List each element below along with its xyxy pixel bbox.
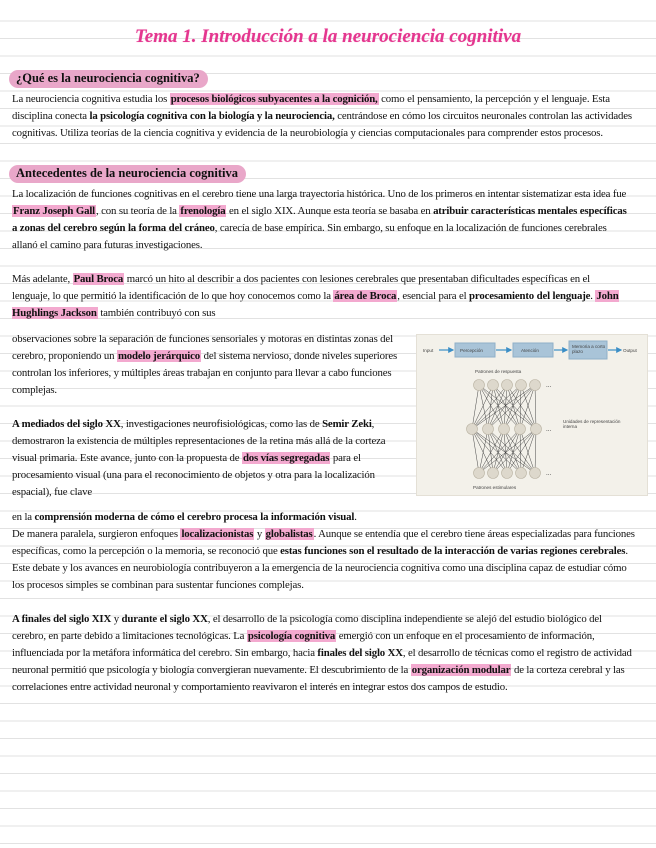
network-connection bbox=[472, 429, 535, 473]
network-connection bbox=[472, 385, 507, 429]
paragraph-visual-processing: en la comprensión moderna de cómo el cerebro procesa la información visual. bbox=[12, 511, 357, 523]
network-node bbox=[515, 424, 526, 435]
network-connection bbox=[488, 429, 493, 473]
paragraph-zeki: A mediados del siglo XX, investigaciones neurofisiológicas, como las de Semir Zeki, demostraron la existencia de múltiples representaciones de la retina más allá de la corteza visual primaria. Este avance, junto con la propuesta de dos vías segregadas para el procesamiento visual (una para el reconocimiento de objetos y otra para la localización espacial), fue clave bbox=[12, 418, 386, 498]
paragraph-gall: La localización de funciones cognitivas en el cerebro tiene una larga trayectoria histórica. Uno de los primeros en intentar sistematizar esta idea fue Franz Joseph Gall, con su teoría de la frenología en el siglo XIX. Aunque esta teoría se basaba en atribuir características mentales específicas a zonas del cerebro según la forma del cráneo, carecía de base empírica. Sin embargo, su enfoque en la localización de funciones cerebrales allanó el camino para futuras investigaciones. bbox=[12, 188, 627, 251]
paragraph-definition: La neurociencia cognitiva estudia los procesos biológicos subyacentes a la cognición, como el pensamiento, la percepción y el lenguaje. Esta disciplina conecta la psicología cognitiva con la biología y la neurociencia, centrándose en cómo los circuitos neuronales controlan las actividades cognitivas. Utiliza teorías de la ciencia cognitiva y evidencia de la neurobiología y ciencias computacionales para comprender estos procesos. bbox=[12, 93, 632, 139]
network-connection bbox=[472, 385, 535, 429]
network-node bbox=[483, 424, 494, 435]
atencion-label: Atención bbox=[521, 348, 539, 353]
network-diagram bbox=[417, 335, 647, 495]
paragraph-localizationist: De manera paralela, surgieron enfoques localizacionistas y globalistas. Aunque se entendía que el cerebro tiene áreas especializadas para funciones específicas, como la percepción o la memoria, se reconoció que estas funciones son el resultado de la interacción de varias regiones cerebrales. Este debate y los avances en neurobiología contribuyeron a la emergencia de la neurociencia cognitiva como una disciplina capaz de estudiar cómo los procesos simples se combinan para sustentar funciones complejas. bbox=[12, 528, 635, 591]
network-connection bbox=[535, 429, 536, 473]
network-node bbox=[474, 380, 485, 391]
network-node bbox=[499, 424, 510, 435]
ellipsis-marker: ... bbox=[546, 469, 552, 477]
network-connection bbox=[493, 385, 504, 429]
network-connection bbox=[479, 385, 488, 429]
network-connection bbox=[472, 429, 507, 473]
input-label: Input bbox=[423, 348, 434, 353]
network-node bbox=[502, 380, 513, 391]
paragraph-jackson: observaciones sobre la separación de funciones sensoriales y motoras en distintas zonas del cerebro, proponiendo un modelo jerárquico del sistema nervioso, donde niveles superiores controlan los inferiores, y múltiples áreas trabajan en conjunto para llevar a cabo funciones complejas. bbox=[12, 333, 398, 396]
network-node bbox=[474, 468, 485, 479]
network-node bbox=[516, 380, 527, 391]
ellipsis-marker: ... bbox=[546, 425, 552, 433]
section-heading-what-is: ¿Qué es la neurociencia cognitiva? bbox=[9, 70, 208, 88]
stimulus-patterns-label: Patrones estimulares bbox=[473, 485, 517, 490]
network-connection bbox=[520, 429, 521, 473]
paragraph-broca: Más adelante, Paul Broca marcó un hito al describir a dos pacientes con lesiones cerebrales que presentaban dificultades específicas en el lenguaje, lo que permitió la identificación de lo que hoy conocemos como la área de Broca, esencial para el procesamiento del lenguaje. John Hughlings Jackson también contribuyó con sus bbox=[12, 273, 619, 319]
memoria-label: Memoria a corto plazo bbox=[572, 344, 606, 354]
network-connection bbox=[488, 385, 507, 429]
network-node bbox=[502, 468, 513, 479]
network-node bbox=[488, 380, 499, 391]
response-patterns-label: Patrones de respuesta bbox=[475, 369, 522, 374]
percepcion-label: Percepción bbox=[460, 348, 483, 353]
output-label: Output bbox=[623, 348, 637, 353]
network-graph bbox=[467, 380, 552, 479]
paragraph-cognitive-psychology: A finales del siglo XIX y durante el siglo XX, el desarrollo de la psicología como disciplina independiente se alejó del estudio biológico del cerebro, en parte debido a limitaciones tecnológicas. La psicología cognitiva emergió con un enfoque en el procesamiento de información, influenciada por la metáfora informática del cerebro. Sin embargo, hacia finales del siglo XX, el desarrollo de técnicas como el registro de actividad neuronal permitió que psicología y biología convergieran nuevamente. El descubrimiento de la organización modular de la corteza cerebral y las correlaciones entre actividad neuronal y comportamiento reavivaron el interés en integrar estos dos campos de estudio. bbox=[12, 613, 632, 693]
network-connection bbox=[535, 385, 536, 429]
network-connection bbox=[504, 429, 535, 473]
neural-network-figure bbox=[416, 334, 648, 496]
page-title: Tema 1. Introducción a la neurociencia cognitiva bbox=[134, 26, 522, 47]
network-connection bbox=[479, 429, 488, 473]
network-connection bbox=[479, 385, 504, 429]
network-connection bbox=[493, 429, 504, 473]
network-node bbox=[467, 424, 478, 435]
section-heading-background: Antecedentes de la neurociencia cognitiva bbox=[9, 165, 246, 183]
ellipsis-marker: ... bbox=[546, 381, 552, 389]
network-connection bbox=[521, 385, 536, 429]
internal-units-label: Unidades de representación interna bbox=[563, 419, 621, 430]
network-connection bbox=[479, 429, 504, 473]
network-connection bbox=[472, 385, 479, 429]
network-connection bbox=[520, 385, 521, 429]
network-connection bbox=[472, 429, 479, 473]
network-node bbox=[530, 468, 541, 479]
network-connection bbox=[504, 385, 535, 429]
network-connection bbox=[488, 385, 493, 429]
network-node bbox=[531, 424, 542, 435]
network-node bbox=[530, 380, 541, 391]
network-connection bbox=[521, 429, 536, 473]
network-connection bbox=[488, 429, 507, 473]
network-node bbox=[488, 468, 499, 479]
network-node bbox=[516, 468, 527, 479]
